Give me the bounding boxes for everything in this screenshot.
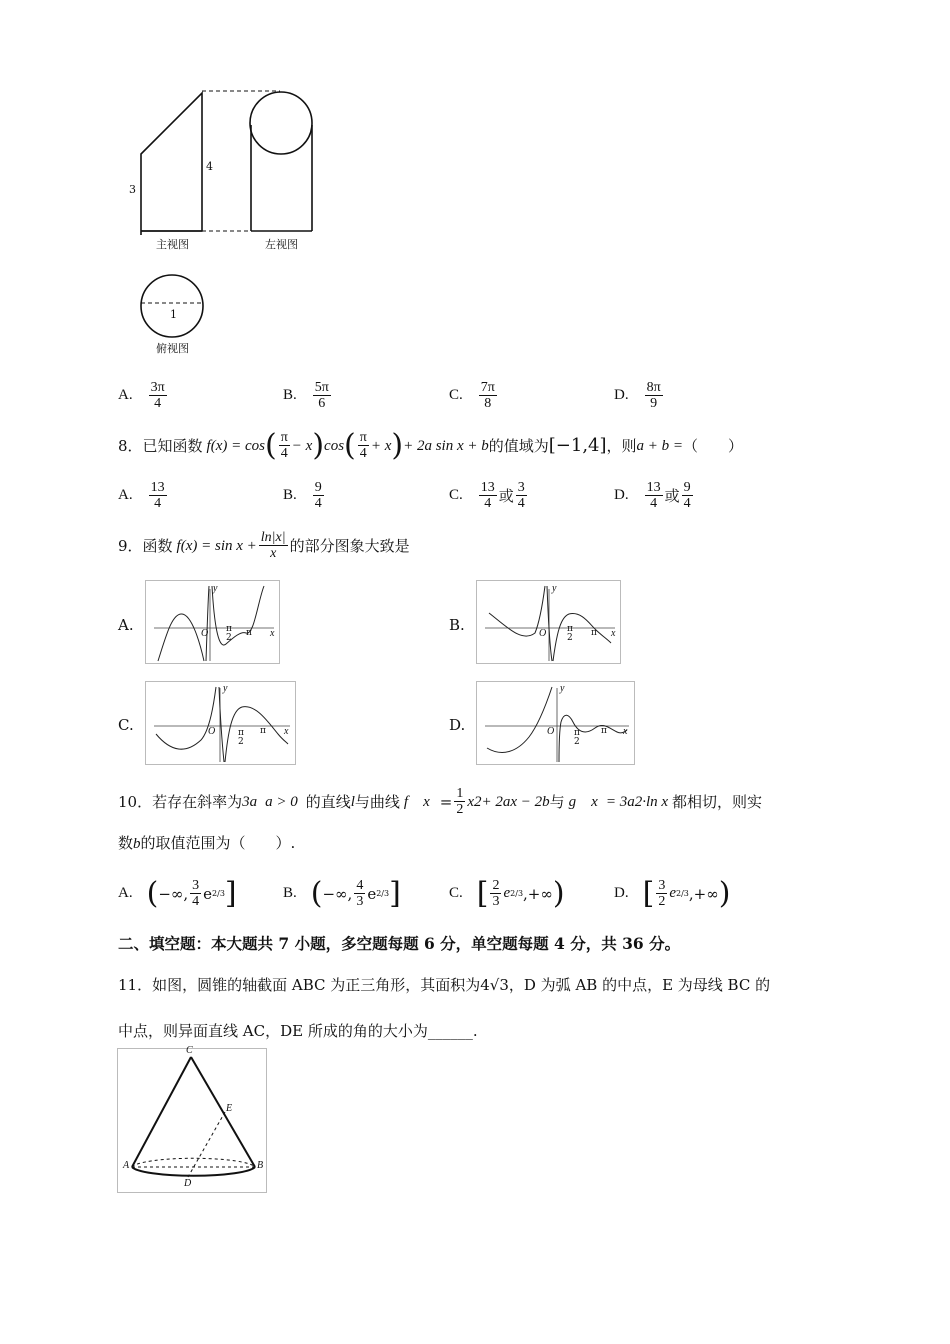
question-11-line2: 中点，则异面直线 AC，DE 所成的角的大小为______.: [118, 1022, 478, 1040]
graph-b-origin-label: O: [539, 628, 547, 639]
section-2-heading: 二、填空题：本大题共 7 小题，多空题每题 6 分，单空题每题 4 分，共 36 分。: [118, 934, 681, 953]
q8-option-d[interactable]: D. $\frac{13}{4}$ 或 $\frac{9}{4}$: [614, 480, 691, 511]
q9-option-c-label[interactable]: C.: [118, 716, 134, 734]
question-9: 9．函数 f(x) = sin x + $\frac{\ln|x|}{x}$ 的部分图象大致是: [118, 530, 410, 561]
q7-option-a[interactable]: A. $\frac{3\pi}{4}$: [118, 380, 165, 411]
graph-a-x-label: x: [270, 628, 275, 639]
question-11-line1: 11．如图，圆锥的轴截面 ABC 为正三角形，其面积为4√3，D 为弧 AB 的中点，E 为母线 BC 的: [118, 976, 771, 994]
q8-option-a[interactable]: A. $\frac{13}{4}$: [118, 480, 165, 511]
front-view-outline: [141, 93, 202, 235]
top-view-circle: [141, 275, 203, 337]
dim-1: 1: [170, 308, 177, 321]
graph-c-y-label: y: [223, 683, 228, 694]
graph-d-pi-half: π 2: [574, 728, 580, 747]
cone-label-e: E: [226, 1103, 233, 1114]
graph-b-pi-half: π 2: [567, 624, 573, 643]
dim-4: 4: [206, 160, 213, 173]
q8-option-c[interactable]: C. $\frac{13}{4}$ 或 $\frac{3}{4}$: [449, 480, 525, 511]
graph-d-pi: π: [601, 726, 607, 736]
graph-d-x-label: x: [623, 726, 628, 737]
question-10-line1: 10．若存在斜率为 3a a > 0 的直线 l 与曲线 f x = $\frac{1}{2}$ x2+ 2ax − 2b 与 g x = 3a2·ln x 都相切，则实: [118, 786, 763, 817]
q9-option-d-label[interactable]: D.: [449, 716, 466, 734]
q9-option-a-label[interactable]: A.: [118, 616, 134, 634]
graph-b-pi: π: [591, 628, 597, 638]
q8-option-b[interactable]: B. $\frac{9}{4}$: [283, 480, 322, 511]
graph-b-x-label: x: [611, 628, 616, 639]
q9-graph-c[interactable]: [145, 681, 296, 765]
cone-label-c: C: [186, 1045, 193, 1056]
cone-label-b: B: [257, 1160, 264, 1171]
three-view-figure: [120, 85, 330, 360]
left-view-circle: [250, 92, 312, 154]
graph-a-pi: π: [246, 628, 252, 638]
question-10-line2: 数b的取值范围为（ ）.: [118, 834, 296, 852]
graph-a-y-label: y: [213, 583, 218, 594]
dim-3: 3: [129, 183, 136, 196]
graph-c-pi-half: π 2: [238, 728, 244, 747]
front-view-label: 主视图: [156, 238, 189, 251]
q10-option-c[interactable]: C. [ $\frac{2}{3}$ e 2/3 ,+∞ ): [449, 875, 565, 911]
q7-option-c[interactable]: C. $\frac{7\pi}{8}$: [449, 380, 495, 411]
q7-option-d[interactable]: D. $\frac{8\pi}{9}$: [614, 380, 661, 411]
cone-label-d: D: [184, 1178, 192, 1189]
left-view-label: 左视图: [265, 238, 298, 251]
q10-option-d[interactable]: D. [ $\frac{3}{2}$ e 2/3 ,+∞ ): [614, 875, 731, 911]
q9-option-b-label[interactable]: B.: [449, 616, 465, 634]
q7-option-b[interactable]: B. $\frac{5\pi}{6}$: [283, 380, 329, 411]
graph-d-y-label: y: [560, 683, 565, 694]
top-view-label: 俯视图: [156, 342, 189, 355]
q9-graph-b[interactable]: [476, 580, 621, 664]
graph-c-x-label: x: [284, 726, 289, 737]
graph-c-pi: π: [260, 726, 266, 736]
graph-c-origin-label: O: [208, 726, 216, 737]
q9-graph-a[interactable]: [145, 580, 280, 664]
cone-figure: [117, 1045, 267, 1193]
graph-d-origin-label: O: [547, 726, 555, 737]
graph-a-origin-label: O: [201, 628, 209, 639]
graph-b-y-label: y: [552, 583, 557, 594]
graph-a-pi-half: π 2: [226, 624, 232, 643]
q9-graph-d[interactable]: [476, 681, 635, 765]
q10-option-b[interactable]: B. ( −∞, $\frac{4}{3}$ e 2/3 ]: [283, 875, 401, 911]
q10-option-a[interactable]: A. ( −∞, $\frac{3}{4}$ e 2/3 ]: [118, 875, 237, 911]
cone-label-a: A: [123, 1160, 130, 1171]
question-8: 8．已知函数 f(x) = cos ( $\frac{\pi}{4}$ − x ) cos ( $\frac{\pi}{4}$ + x ) + 2a sin x + b 的值域为 [−1,4] ，则 a + b = （ ）: [118, 427, 744, 463]
